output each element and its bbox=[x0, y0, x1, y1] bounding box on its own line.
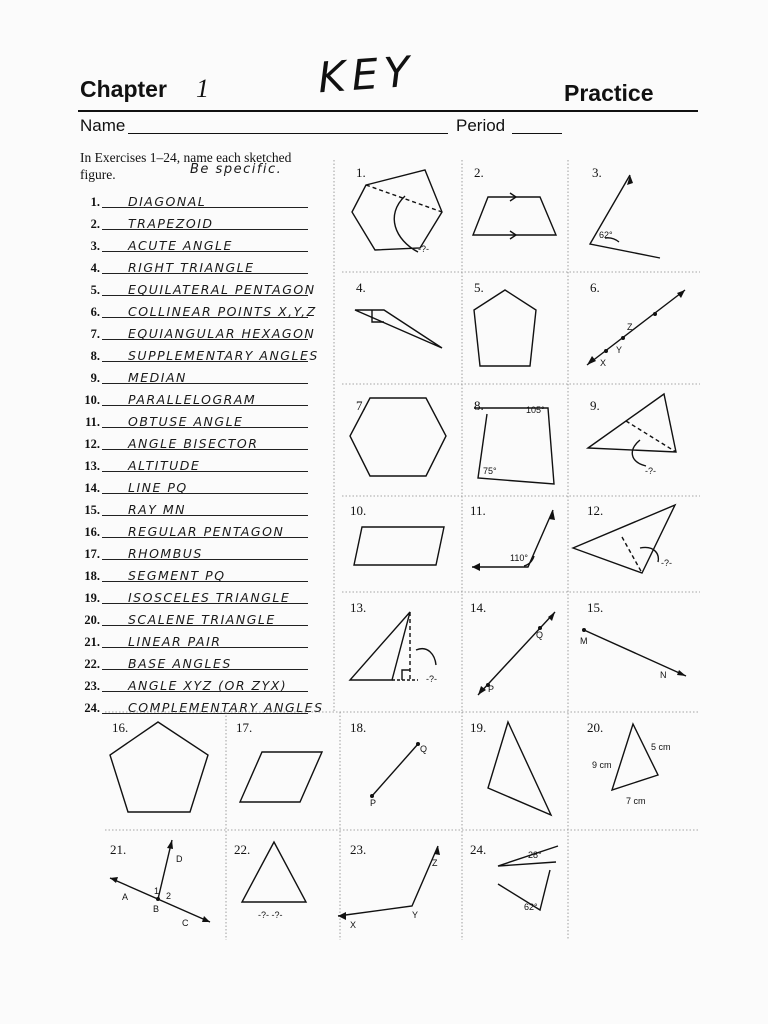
answer-text: MEDIAN bbox=[128, 370, 187, 385]
answer-text: COLLINEAR POINTS X,Y,Z bbox=[128, 304, 317, 319]
fig15-point-m: M bbox=[580, 636, 588, 646]
answer-number: 23. bbox=[84, 679, 100, 693]
fig14-point-p: P bbox=[488, 684, 495, 694]
figure-18-segment bbox=[372, 744, 418, 796]
answer-text: DIAGONAL bbox=[128, 194, 207, 209]
fig9-prompt: -?- bbox=[645, 466, 656, 476]
figure-5-pentagon bbox=[474, 290, 536, 366]
fig23-point-z: Z bbox=[432, 858, 438, 868]
figure-4-right-triangle bbox=[355, 310, 442, 348]
figure-number: 10. bbox=[350, 503, 367, 518]
figure-number: 8. bbox=[474, 398, 484, 413]
answer-number: 10. bbox=[84, 393, 100, 407]
answer-text: ALTITUDE bbox=[128, 458, 201, 473]
answer-number: 13. bbox=[84, 459, 100, 473]
answer-text: RAY MN bbox=[128, 502, 186, 517]
fig13-prompt: -?- bbox=[426, 674, 437, 684]
answer-text: TRAPEZOID bbox=[128, 216, 214, 231]
figure-2-trapezoid bbox=[473, 193, 556, 239]
figure-number: 3. bbox=[592, 165, 602, 180]
answer-key-mark: KEY bbox=[316, 46, 418, 103]
figure-number: 17. bbox=[236, 720, 253, 735]
answer-number: 18. bbox=[84, 569, 100, 583]
grid-lines bbox=[105, 160, 700, 940]
figure-number: 19. bbox=[470, 720, 487, 735]
figure-15-ray bbox=[584, 630, 686, 676]
answer-text: OBTUSE ANGLE bbox=[128, 414, 244, 429]
figure-number: 16. bbox=[112, 720, 129, 735]
chapter-title: Chapter bbox=[80, 76, 167, 102]
answer-number: 2. bbox=[90, 217, 100, 231]
answer-number: 5. bbox=[90, 283, 100, 297]
point-dots bbox=[156, 312, 657, 901]
figure-number: 12. bbox=[587, 503, 604, 518]
figure-19-triangle bbox=[488, 722, 551, 815]
fig6-point-y: Y bbox=[616, 345, 623, 355]
answer-number: 16. bbox=[84, 525, 100, 539]
figure-number: 14. bbox=[470, 600, 487, 615]
fig18-point-q: Q bbox=[420, 744, 428, 754]
figure-10-parallelogram bbox=[354, 527, 444, 565]
answer-text: PARALLELOGRAM bbox=[128, 392, 257, 407]
answer-number: 3. bbox=[90, 239, 100, 253]
figure-9-triangle bbox=[588, 394, 676, 466]
fig21-point-d: D bbox=[176, 854, 183, 864]
answer-number: 7. bbox=[90, 327, 100, 341]
figure-13-triangle bbox=[350, 612, 436, 680]
answer-text: SUPPLEMENTARY ANGLES bbox=[128, 348, 319, 363]
name-label: Name bbox=[80, 116, 126, 135]
answer-text: RIGHT TRIANGLE bbox=[128, 260, 255, 275]
figure-3-angle bbox=[590, 175, 660, 258]
instructions: In Exercises 1–24, name each sketched figure. bbox=[80, 150, 292, 182]
fig14-point-q: Q bbox=[536, 630, 544, 640]
answer-number: 4. bbox=[90, 261, 100, 275]
answer-number: 6. bbox=[90, 305, 100, 319]
figure-22-triangle bbox=[242, 842, 306, 902]
figure-number: 7. bbox=[356, 398, 366, 413]
fig15-point-n: N bbox=[660, 670, 667, 680]
answer-number: 24. bbox=[84, 701, 100, 715]
answer-text: ANGLE XYZ (OR ZYX) bbox=[128, 678, 288, 693]
fig6-point-z: Z bbox=[627, 322, 633, 332]
figure-number: 6. bbox=[590, 280, 600, 295]
figure-number: 2. bbox=[474, 165, 484, 180]
answer-text: ANGLE BISECTOR bbox=[128, 436, 259, 451]
figure-14-line bbox=[478, 612, 555, 695]
answer-number: 1. bbox=[90, 195, 100, 209]
fig3-angle-label: 62° bbox=[599, 230, 613, 240]
answer-text: COMPLEMENTARY ANGLES bbox=[128, 700, 324, 715]
figure-number: 18. bbox=[350, 720, 367, 735]
answer-number: 8. bbox=[90, 349, 100, 363]
handwritten-note: Be specific. bbox=[190, 162, 283, 177]
figure-number: 20. bbox=[587, 720, 604, 735]
fig21-point-b: B bbox=[153, 904, 160, 914]
fig20-side-9cm: 9 cm bbox=[592, 760, 612, 770]
fig23-point-x: X bbox=[350, 920, 357, 930]
answer-number: 22. bbox=[84, 657, 100, 671]
chapter-number: 1 bbox=[196, 74, 209, 103]
answer-text: EQUIANGULAR HEXAGON bbox=[128, 326, 316, 341]
answer-number: 14. bbox=[84, 481, 100, 495]
fig12-prompt: -?- bbox=[661, 558, 672, 568]
fig22-prompts: -?- -?- bbox=[258, 910, 283, 920]
figure-number: 22. bbox=[234, 842, 251, 857]
answer-number: 9. bbox=[90, 371, 100, 385]
answer-text: LINE PQ bbox=[128, 480, 188, 495]
figure-number: 11. bbox=[470, 503, 486, 518]
answer-number: 19. bbox=[84, 591, 100, 605]
answer-text: ISOSCELES TRIANGLE bbox=[128, 590, 291, 605]
answer-number: 11. bbox=[85, 415, 100, 429]
answer-text: REGULAR PENTAGON bbox=[128, 524, 285, 539]
answer-number: 20. bbox=[84, 613, 100, 627]
answer-text: ACUTE ANGLE bbox=[128, 238, 233, 253]
fig21-point-c: C bbox=[182, 918, 189, 928]
fig8-angle-75: 75° bbox=[483, 466, 497, 476]
fig20-side-5cm: 5 cm bbox=[651, 742, 671, 752]
figure-number: 4. bbox=[356, 280, 366, 295]
answer-text: SCALENE TRIANGLE bbox=[128, 612, 276, 627]
period-label: Period bbox=[456, 116, 506, 135]
figure-17-rhombus bbox=[240, 752, 322, 802]
fig18-point-p: P bbox=[370, 798, 377, 808]
fig11-angle-110: 110° bbox=[510, 553, 528, 563]
figure-6-line bbox=[587, 290, 685, 365]
answer-text: EQUILATERAL PENTAGON bbox=[128, 282, 316, 297]
figure-number: 21. bbox=[110, 842, 127, 857]
figure-number: 13. bbox=[350, 600, 367, 615]
answer-number: 15. bbox=[84, 503, 100, 517]
answer-text: LINEAR PAIR bbox=[128, 634, 222, 649]
fig1-prompt: -?- bbox=[418, 244, 429, 254]
figure-1-pentagon bbox=[352, 170, 442, 252]
answer-number: 17. bbox=[84, 547, 100, 561]
fig8-angle-105: 105° bbox=[526, 405, 545, 415]
figure-number: 1. bbox=[356, 165, 366, 180]
answer-text: RHOMBUS bbox=[128, 546, 203, 561]
figure-number: 15. bbox=[587, 600, 604, 615]
figure-number: 9. bbox=[590, 398, 600, 413]
figure-number: 24. bbox=[470, 842, 487, 857]
fig6-point-x: X bbox=[600, 358, 607, 368]
fig21-point-a: A bbox=[122, 892, 129, 902]
fig21-angle-2: 2 bbox=[166, 891, 172, 901]
answer-text: SEGMENT PQ bbox=[128, 568, 226, 583]
fig21-angle-1: 1 bbox=[154, 886, 160, 896]
figure-20-triangle bbox=[612, 724, 658, 790]
practice-title: Practice bbox=[564, 80, 654, 106]
fig24-angle-62: 62° bbox=[524, 902, 538, 912]
figure-number: 23. bbox=[350, 842, 367, 857]
answer-number: 12. bbox=[84, 437, 100, 451]
fig20-side-7cm: 7 cm bbox=[626, 796, 646, 806]
answer-text: BASE ANGLES bbox=[128, 656, 232, 671]
fig24-angle-28: 28° bbox=[528, 850, 542, 860]
fig23-point-y: Y bbox=[412, 910, 419, 920]
figure-number: 5. bbox=[474, 280, 484, 295]
answer-number: 21. bbox=[84, 635, 100, 649]
